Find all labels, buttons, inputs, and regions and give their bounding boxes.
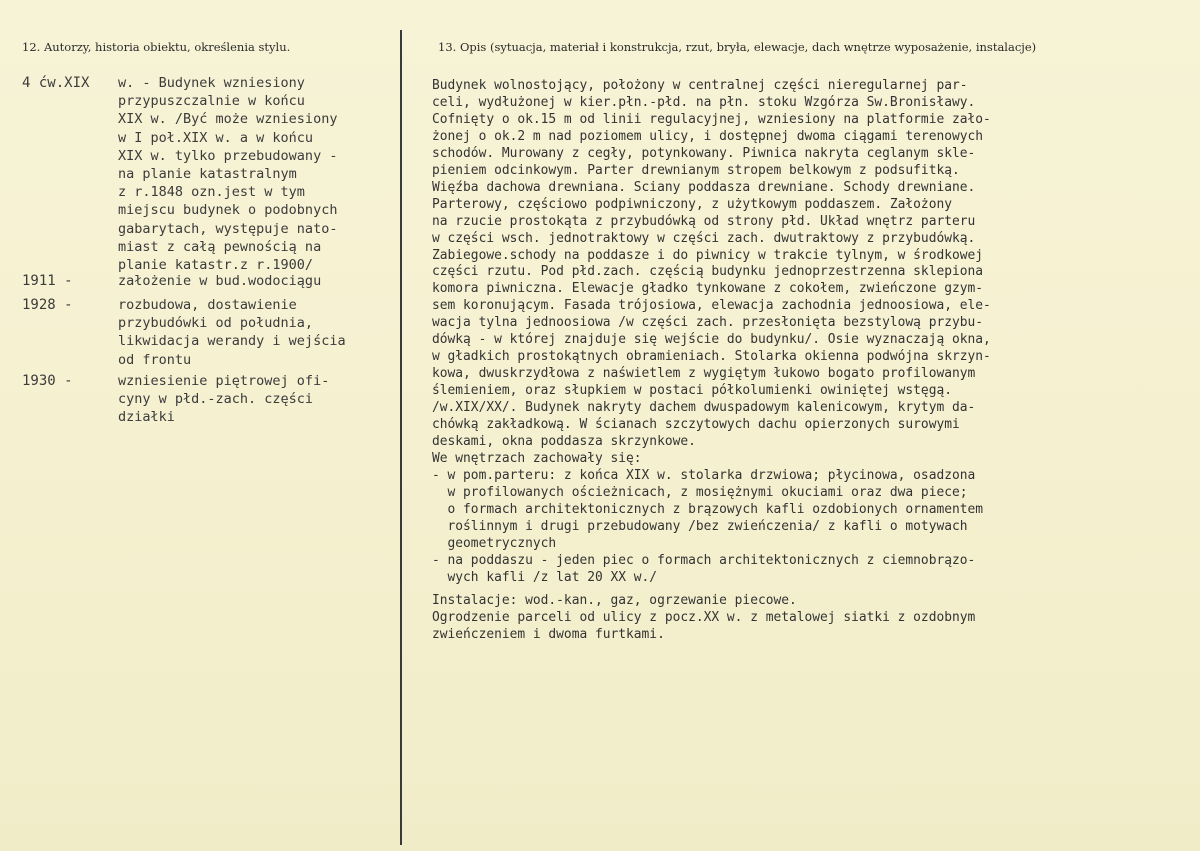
text-line: likwidacja werandy i wejścia [118,333,346,350]
text-line: w. - Budynek wzniesiony [118,75,305,91]
text-line: - w pom.parteru: z końca XIX w. stolarka drzwiowa; płycinowa, osadzona [432,467,976,483]
text-line: żonej o ok.2 m nad poziomem ulicy, i dostępnej dwoma ciągami terenowych [432,128,984,144]
text-line: Instalacje: wod.-kan., gaz, ogrzewanie piecowe. [432,592,797,608]
text-line: w profilowanych ościeżnicach, z mosiężnymi okuciami oraz dwa piece; [432,484,968,500]
text-line: przypuszczalnie w końcu [118,93,305,110]
text-line: od frontu [118,351,192,368]
text-line: kowa, dwuskrzydłowa z naświetlem z wygiętym łukowo bogato profilowanym [432,366,976,382]
text-line: dówką - w której znajduje się wejście do budynku/. Osie wyznaczają okna, [432,332,991,348]
text-line: planie katastr.z r.1900/ [118,257,314,274]
section-12-header: 12. Autorzy, historia obiektu, określenia stylu. [22,40,291,54]
history-date: 4 ćw.XIX [22,75,90,91]
history-text [118,272,418,290]
text-line: geometrycznych [432,535,557,551]
text-line: deskami, okna poddasza skrzynkowe. [432,434,696,450]
text-line: części rzutu. Pod płd.zach. częścią budynku jednoprzestrzenna sklepiona [432,264,984,280]
section-13-header: 13. Opis (sytuacja, materiał i konstrukcja, rzut, bryła, elewacje, dach wnętrze wyposażenie, instalacje) [438,40,1037,54]
text-line: chówką zakładkową. W ścianach szczytowych dachu opierzonych surowymi [432,417,960,433]
text-line: celi, wydłużonej w kier.płn.-płd. na płn. stoku Wzgórza Sw.Bronisławy. [432,94,976,110]
description-block [432,78,991,643]
history-date: 1930 - [22,373,73,389]
text-line: Budynek wolnostojący, położony w centralnej części nieregularnej par- [432,78,968,93]
text-line: Parterowy, częściowo podpiwniczony, z użytkowym poddaszem. Założony [432,196,952,212]
text-line: w części wsch. jednotraktowy w części zach. dwutraktowy z przybudówką. [432,230,976,246]
text-line: XIX w. tylko przebudowany - [118,147,338,164]
text-line: założenie w bud.wodociągu [118,273,322,289]
text-line: We wnętrzach zachowały się: [432,450,642,466]
history-text [118,74,418,274]
text-line: rozbudowa, dostawienie [118,297,297,313]
text-line: miejscu budynek o podobnych [118,202,338,219]
text-line: wych kafli /z lat 20 XX w./ [432,569,658,585]
text-line: na rzucie prostokąta z przybudówką od strony płd. Układ wnętrz parteru [432,213,976,229]
text-line: w I poł.XIX w. a w końcu [118,129,314,146]
text-line: roślinnym i drugi przebudowany /bez zwieńczenia/ z kafli o motywach [432,518,968,534]
text-line: wzniesienie piętrowej ofi- [118,373,330,389]
text-line: zwieńczeniem i dwoma furtkami. [432,626,665,642]
description-text [432,78,991,587]
text-line: Więźba dachowa drewniana. Sciany poddasza drewniane. Schody drewniane. [432,179,976,195]
text-line: o formach architektonicznych z brązowych kafli ozdobionych ornamentem [432,501,984,517]
text-line: - na poddaszu - jeden piec o formach architektonicznych z ciemnobrązo- [432,552,976,568]
text-line: Cofnięty o ok.15 m od linii regulacyjnej, wzniesiony na platformie zało- [432,111,991,127]
text-line: miast z całą pewnością na [118,238,322,255]
text-line: pieniem odcinkowym. Parter drewnianym stropem belkowym z podsufitką. [432,162,960,178]
text-line: schodów. Murowany z cegły, potynkowany. Piwnica nakryta ceglanym skle- [432,145,976,161]
text-line: gabarytach, występuje nato- [118,220,338,237]
text-line: sem koronującym. Fasada trójosiowa, elewacja zachodnia jednoosiowa, ele- [432,298,991,314]
history-text [118,296,418,369]
text-line: Zabiegowe.schody na poddasze i do piwnicy w trakcie tylnym, w środkowej [432,247,984,263]
text-line: XIX w. /Być może wzniesiony [118,111,338,128]
history-text [118,372,418,427]
text-line: Ogrodzenie parceli od ulicy z pocz.XX w. z metalowej siatki z ozdobnym [432,609,976,625]
text-line: z r.1848 ozn.jest w tym [118,184,305,201]
text-line: /w.XIX/XX/. Budynek nakryty dachem dwuspadowym kalenicowym, krytym da- [432,400,976,416]
text-line: w gładkich prostokątnych obramieniach. Stolarka okienna podwójna skrzyn- [432,349,991,365]
installations-text [432,593,991,644]
text-line: przybudówki od południa, [118,315,314,332]
history-date: 1928 - [22,297,73,313]
text-line: cyny w płd.-zach. części [118,391,314,408]
text-line: wacja tylna jednoosiowa /w części zach. przesłonięta bezstylową przybu- [432,315,984,331]
history-date: 1911 - [22,273,73,289]
text-line: komora piwniczna. Elewacje gładko tynkowane z cokołem, zwieńczone gzym- [432,281,984,297]
text-line: ślemieniem, oraz słupkiem w postaci półkolumienki owiniętej wstęgą. [432,383,952,399]
text-line: działki [118,409,175,426]
text-line: na planie katastralnym [118,166,297,183]
